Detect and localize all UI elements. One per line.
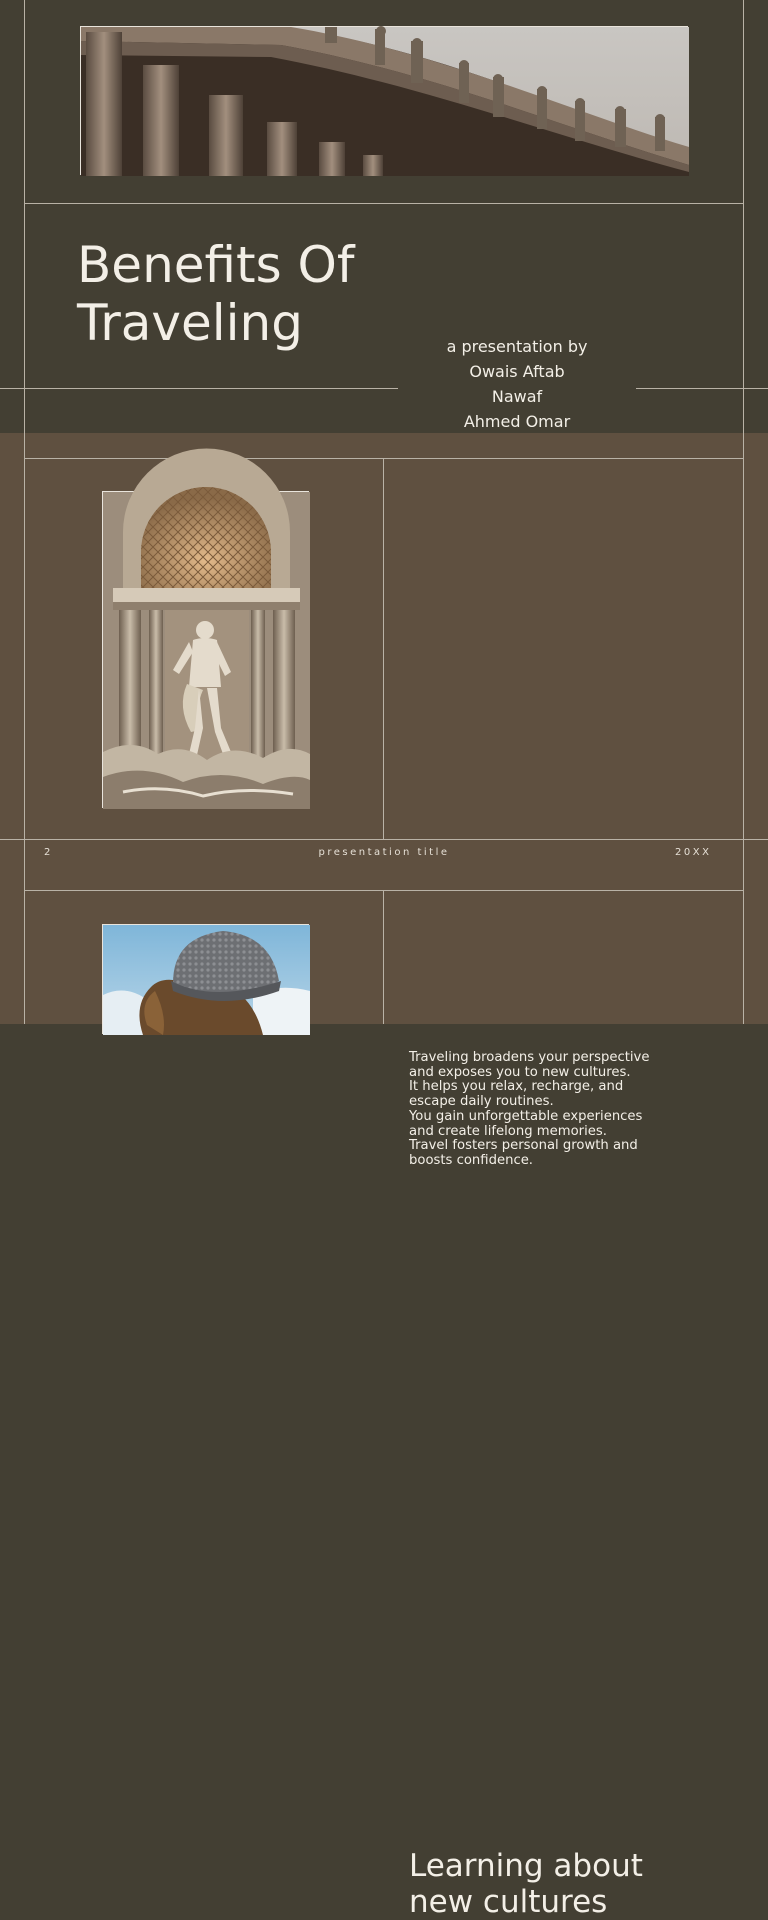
section-heading — [409, 1848, 709, 1920]
title-line: Benefits Of — [77, 236, 355, 294]
traveler-illustration — [103, 925, 310, 1035]
grid-line — [24, 433, 25, 890]
grid-line — [0, 839, 768, 840]
author-name: Owais Aftab — [469, 362, 565, 381]
byline-block — [398, 334, 636, 434]
grid-line — [0, 388, 398, 389]
slide-introduction — [0, 433, 768, 1168]
traveler-photo — [102, 924, 309, 1034]
grid-line — [743, 0, 744, 433]
grid-line — [383, 458, 384, 839]
grid-line — [743, 890, 744, 1024]
grid-line — [24, 458, 744, 459]
grid-line — [636, 388, 768, 389]
paragraph-line: It helps you relax, recharge, and — [409, 1079, 624, 1095]
paragraph-line: and exposes you to new cultures. — [409, 1064, 631, 1080]
title-line: Traveling — [77, 294, 303, 352]
paragraph-line: Traveling broadens your perspective — [409, 1050, 650, 1065]
intro-paragraph — [409, 1051, 699, 1169]
grid-line — [24, 890, 25, 1024]
heading-line: Learning about — [409, 1848, 643, 1884]
page-number: 2 — [44, 847, 53, 858]
byline-label: a presentation by — [446, 337, 588, 356]
paragraph-line: You gain unforgettable experiences — [409, 1108, 643, 1124]
paragraph-line: Travel fosters personal growth and — [409, 1138, 638, 1154]
slide-title — [0, 0, 768, 433]
grid-line — [24, 890, 744, 891]
author-name: Ahmed Omar — [463, 412, 571, 431]
paragraph-line: boosts confidence. — [409, 1152, 533, 1168]
paragraph-line: and create lifelong memories. — [409, 1123, 607, 1139]
grid-line — [743, 433, 744, 890]
author-name: Nawaf — [491, 387, 543, 406]
colonnade-photo — [80, 26, 688, 175]
heading-line: new cultures — [409, 1884, 608, 1920]
grid-line — [24, 0, 25, 433]
paragraph-line: escape daily routines. — [409, 1094, 554, 1110]
grid-line — [24, 203, 744, 204]
colonnade-illustration — [81, 27, 689, 176]
grid-line — [383, 890, 384, 1024]
footer-date: 20XX — [675, 847, 712, 858]
fountain-statue-photo — [102, 491, 309, 808]
presentation-title — [77, 236, 437, 352]
fountain-illustration — [103, 492, 310, 809]
footer-title: presentation title — [318, 847, 450, 858]
